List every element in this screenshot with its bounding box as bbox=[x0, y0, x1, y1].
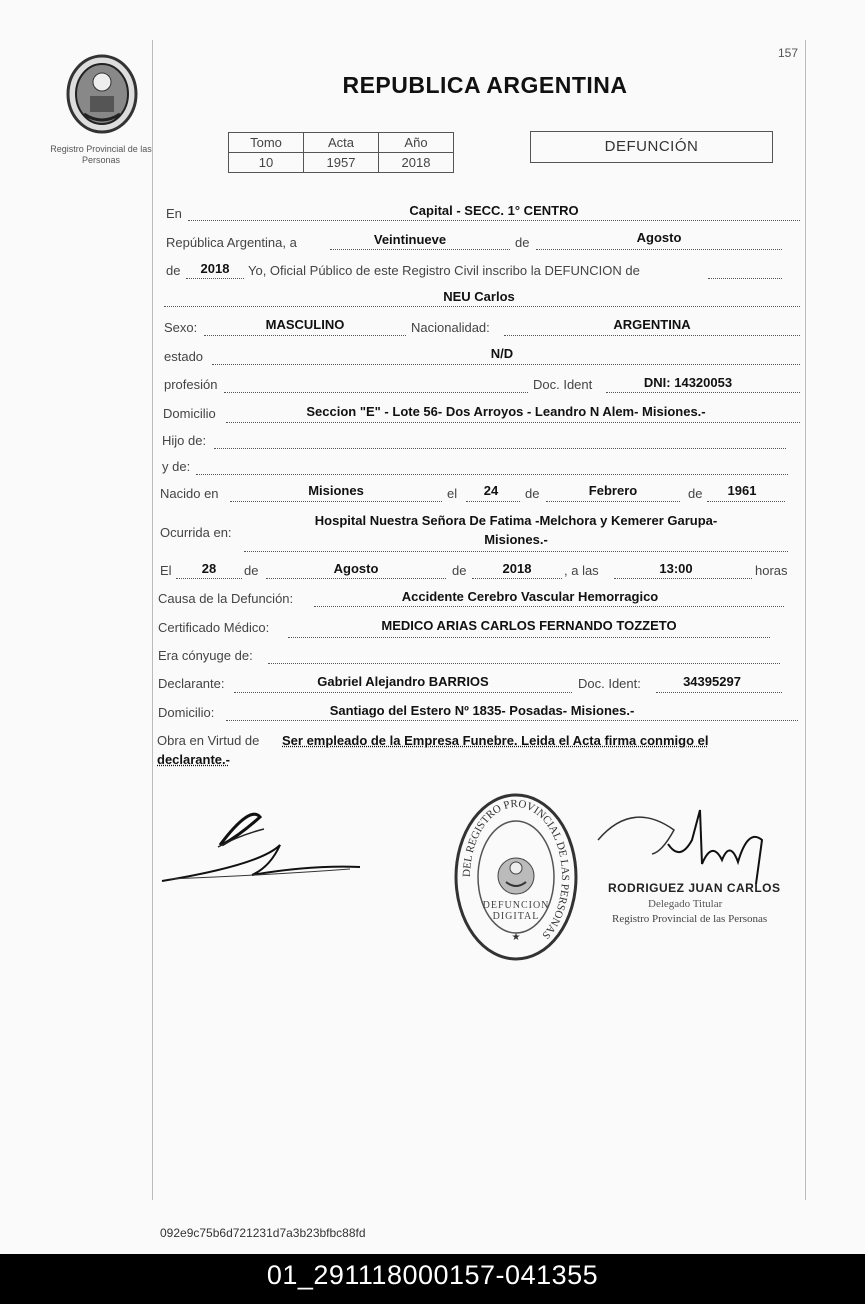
dots-anio bbox=[186, 278, 244, 279]
nationality-value: ARGENTINA bbox=[613, 317, 691, 332]
deceased-name: NEU Carlos bbox=[443, 289, 515, 304]
declarant-name-value: Gabriel Alejandro BARRIOS bbox=[317, 674, 489, 689]
label-hijo-de: Hijo de: bbox=[162, 433, 207, 448]
dots-declarante-doc bbox=[656, 692, 782, 693]
obra-line1: Ser empleado de la Empresa Funebre. Leida el Acta firma conmigo el bbox=[282, 733, 709, 748]
death-place-line1: Hospital Nuestra Señora De Fatima -Melchora y Kemerer Garupa- bbox=[314, 513, 718, 528]
dots-profesion bbox=[224, 392, 528, 393]
obra-line2: declarante.- bbox=[157, 752, 230, 767]
tomo-value: 10 bbox=[229, 153, 304, 173]
label-de-6: de bbox=[452, 563, 467, 578]
marital-status-value: N/D bbox=[490, 346, 514, 361]
label-domicilio-2: Domicilio: bbox=[158, 705, 215, 720]
right-margin-line bbox=[805, 40, 806, 1200]
dots-doc bbox=[606, 392, 800, 393]
dots-mes bbox=[536, 249, 782, 250]
birth-place-value: Misiones bbox=[308, 483, 364, 498]
label-de-4: de bbox=[688, 486, 703, 501]
label-de-2: de bbox=[166, 263, 181, 278]
label-el-cap: El bbox=[160, 563, 172, 578]
dots-nacido-en bbox=[230, 501, 442, 502]
dots-domicilio-2 bbox=[226, 720, 798, 721]
registry-caption: Registro Provincial de las Personas bbox=[50, 144, 152, 165]
label-domicilio: Domicilio bbox=[163, 406, 216, 421]
birth-year-value: 1961 bbox=[727, 483, 757, 498]
official-office: Registro Provincial de las Personas bbox=[612, 913, 768, 925]
dots-y-de bbox=[196, 474, 788, 475]
dots-nac-dia bbox=[466, 501, 520, 502]
birth-month-value: Febrero bbox=[588, 483, 638, 498]
dots-fall-hora bbox=[614, 578, 752, 579]
document-hash: 092e9c75b6d721231d7a3b23bfbc88fd bbox=[160, 1226, 366, 1240]
dots-name bbox=[164, 306, 800, 307]
barcode-id-bar: 01_291118000157-041355 bbox=[0, 1254, 865, 1304]
dots-nac-mes bbox=[546, 501, 680, 502]
declarant-address-value: Santiago del Estero Nº 1835- Posadas- Misiones.- bbox=[329, 703, 635, 718]
dots-declarante bbox=[234, 692, 572, 693]
label-conyuge: Era cónyuge de: bbox=[158, 648, 253, 663]
dots-certificado bbox=[288, 637, 770, 638]
left-margin-line bbox=[152, 40, 153, 1200]
acta-header: Acta bbox=[304, 133, 379, 153]
dots-conyuge bbox=[268, 663, 780, 664]
act-type-box: DEFUNCIÓN bbox=[530, 131, 773, 163]
label-ocurrida-en: Ocurrida en: bbox=[160, 525, 232, 540]
coat-of-arms-logo bbox=[62, 52, 142, 136]
label-de-1: de bbox=[515, 235, 530, 250]
anio-header: Año bbox=[379, 133, 454, 153]
label-obra: Obra en Virtud de bbox=[157, 733, 260, 748]
year-value: 2018 bbox=[200, 261, 230, 276]
declarant-signature bbox=[160, 805, 370, 890]
label-republica: República Argentina, a bbox=[166, 235, 297, 250]
dots-nac-anio bbox=[707, 501, 785, 502]
medical-certificate-value: MEDICO ARIAS CARLOS FERNANDO TOZZETO bbox=[381, 618, 677, 633]
tomo-acta-anio-table bbox=[228, 132, 454, 173]
dots-fall-mes bbox=[266, 578, 446, 579]
address-value: Seccion "E" - Lote 56- Dos Arroyos - Leandro N Alem- Misiones.- bbox=[306, 404, 706, 419]
dots-yo-end bbox=[708, 278, 782, 279]
official-role: Delegado Titular bbox=[648, 898, 723, 910]
anio-value: 2018 bbox=[379, 153, 454, 173]
page-title: REPUBLICA ARGENTINA bbox=[342, 72, 628, 98]
stamp-ring-text: DEL REGISTRO PROVINCIAL DE LAS PERSONAS bbox=[460, 797, 572, 942]
dots-domicilio bbox=[226, 422, 800, 423]
label-en: En bbox=[166, 206, 182, 221]
tomo-header: Tomo bbox=[229, 133, 304, 153]
page-number: 157 bbox=[778, 46, 799, 60]
label-doc-ident-2: Doc. Ident: bbox=[578, 676, 641, 691]
death-time-value: 13:00 bbox=[659, 561, 693, 576]
svg-text:★: ★ bbox=[511, 932, 521, 943]
dots-causa bbox=[314, 606, 784, 607]
dots-ocurrida bbox=[244, 551, 788, 552]
label-nacido-en: Nacido en bbox=[160, 486, 219, 501]
label-estado: estado bbox=[164, 349, 204, 364]
dots-hijo-de bbox=[214, 448, 786, 449]
dots-sexo bbox=[204, 335, 406, 336]
label-certificado: Certificado Médico: bbox=[158, 620, 270, 635]
acta-value: 1957 bbox=[304, 153, 379, 173]
label-a-las: , a las bbox=[564, 563, 599, 578]
doc-ident-value: DNI: 14320053 bbox=[643, 375, 733, 390]
label-el: el bbox=[447, 486, 458, 501]
label-doc-ident: Doc. Ident bbox=[533, 377, 593, 392]
label-profesion: profesión bbox=[164, 377, 218, 392]
death-day-value: 28 bbox=[201, 561, 217, 576]
label-de-5: de bbox=[244, 563, 259, 578]
death-place-line2: Misiones.- bbox=[484, 532, 548, 547]
label-yo: Yo, Oficial Público de este Registro Civil inscribo la DEFUNCION de bbox=[248, 263, 640, 278]
dots-dia bbox=[330, 249, 510, 250]
dots-en bbox=[188, 220, 800, 221]
dots-estado bbox=[212, 364, 800, 365]
official-name: RODRIGUEZ JUAN CARLOS bbox=[608, 881, 781, 895]
official-signature bbox=[592, 800, 792, 890]
cause-of-death-value: Accidente Cerebro Vascular Hemorragico bbox=[401, 589, 659, 604]
dots-fall-dia bbox=[176, 578, 242, 579]
stamp-inner-text: DEFUNCION DIGITAL bbox=[482, 900, 550, 922]
label-causa: Causa de la Defunción: bbox=[158, 591, 294, 606]
birth-day-value: 24 bbox=[483, 483, 499, 498]
day-words-value: Veintinueve bbox=[373, 232, 447, 247]
label-declarante: Declarante: bbox=[158, 676, 225, 691]
official-stamp bbox=[452, 792, 580, 962]
dots-nacionalidad bbox=[504, 335, 800, 336]
label-de-3: de bbox=[525, 486, 540, 501]
place-value: Capital - SECC. 1° CENTRO bbox=[409, 203, 579, 218]
month-value: Agosto bbox=[636, 230, 682, 245]
death-month-value: Agosto bbox=[333, 561, 379, 576]
death-year-value: 2018 bbox=[502, 561, 532, 576]
dots-fall-anio bbox=[472, 578, 562, 579]
label-horas: horas bbox=[755, 563, 788, 578]
label-sexo: Sexo: bbox=[164, 320, 198, 335]
declarant-doc-value: 34395297 bbox=[683, 674, 741, 689]
label-nacionalidad: Nacionalidad: bbox=[411, 320, 490, 335]
label-y-de: y de: bbox=[162, 459, 191, 474]
sex-value: MASCULINO bbox=[265, 317, 345, 332]
